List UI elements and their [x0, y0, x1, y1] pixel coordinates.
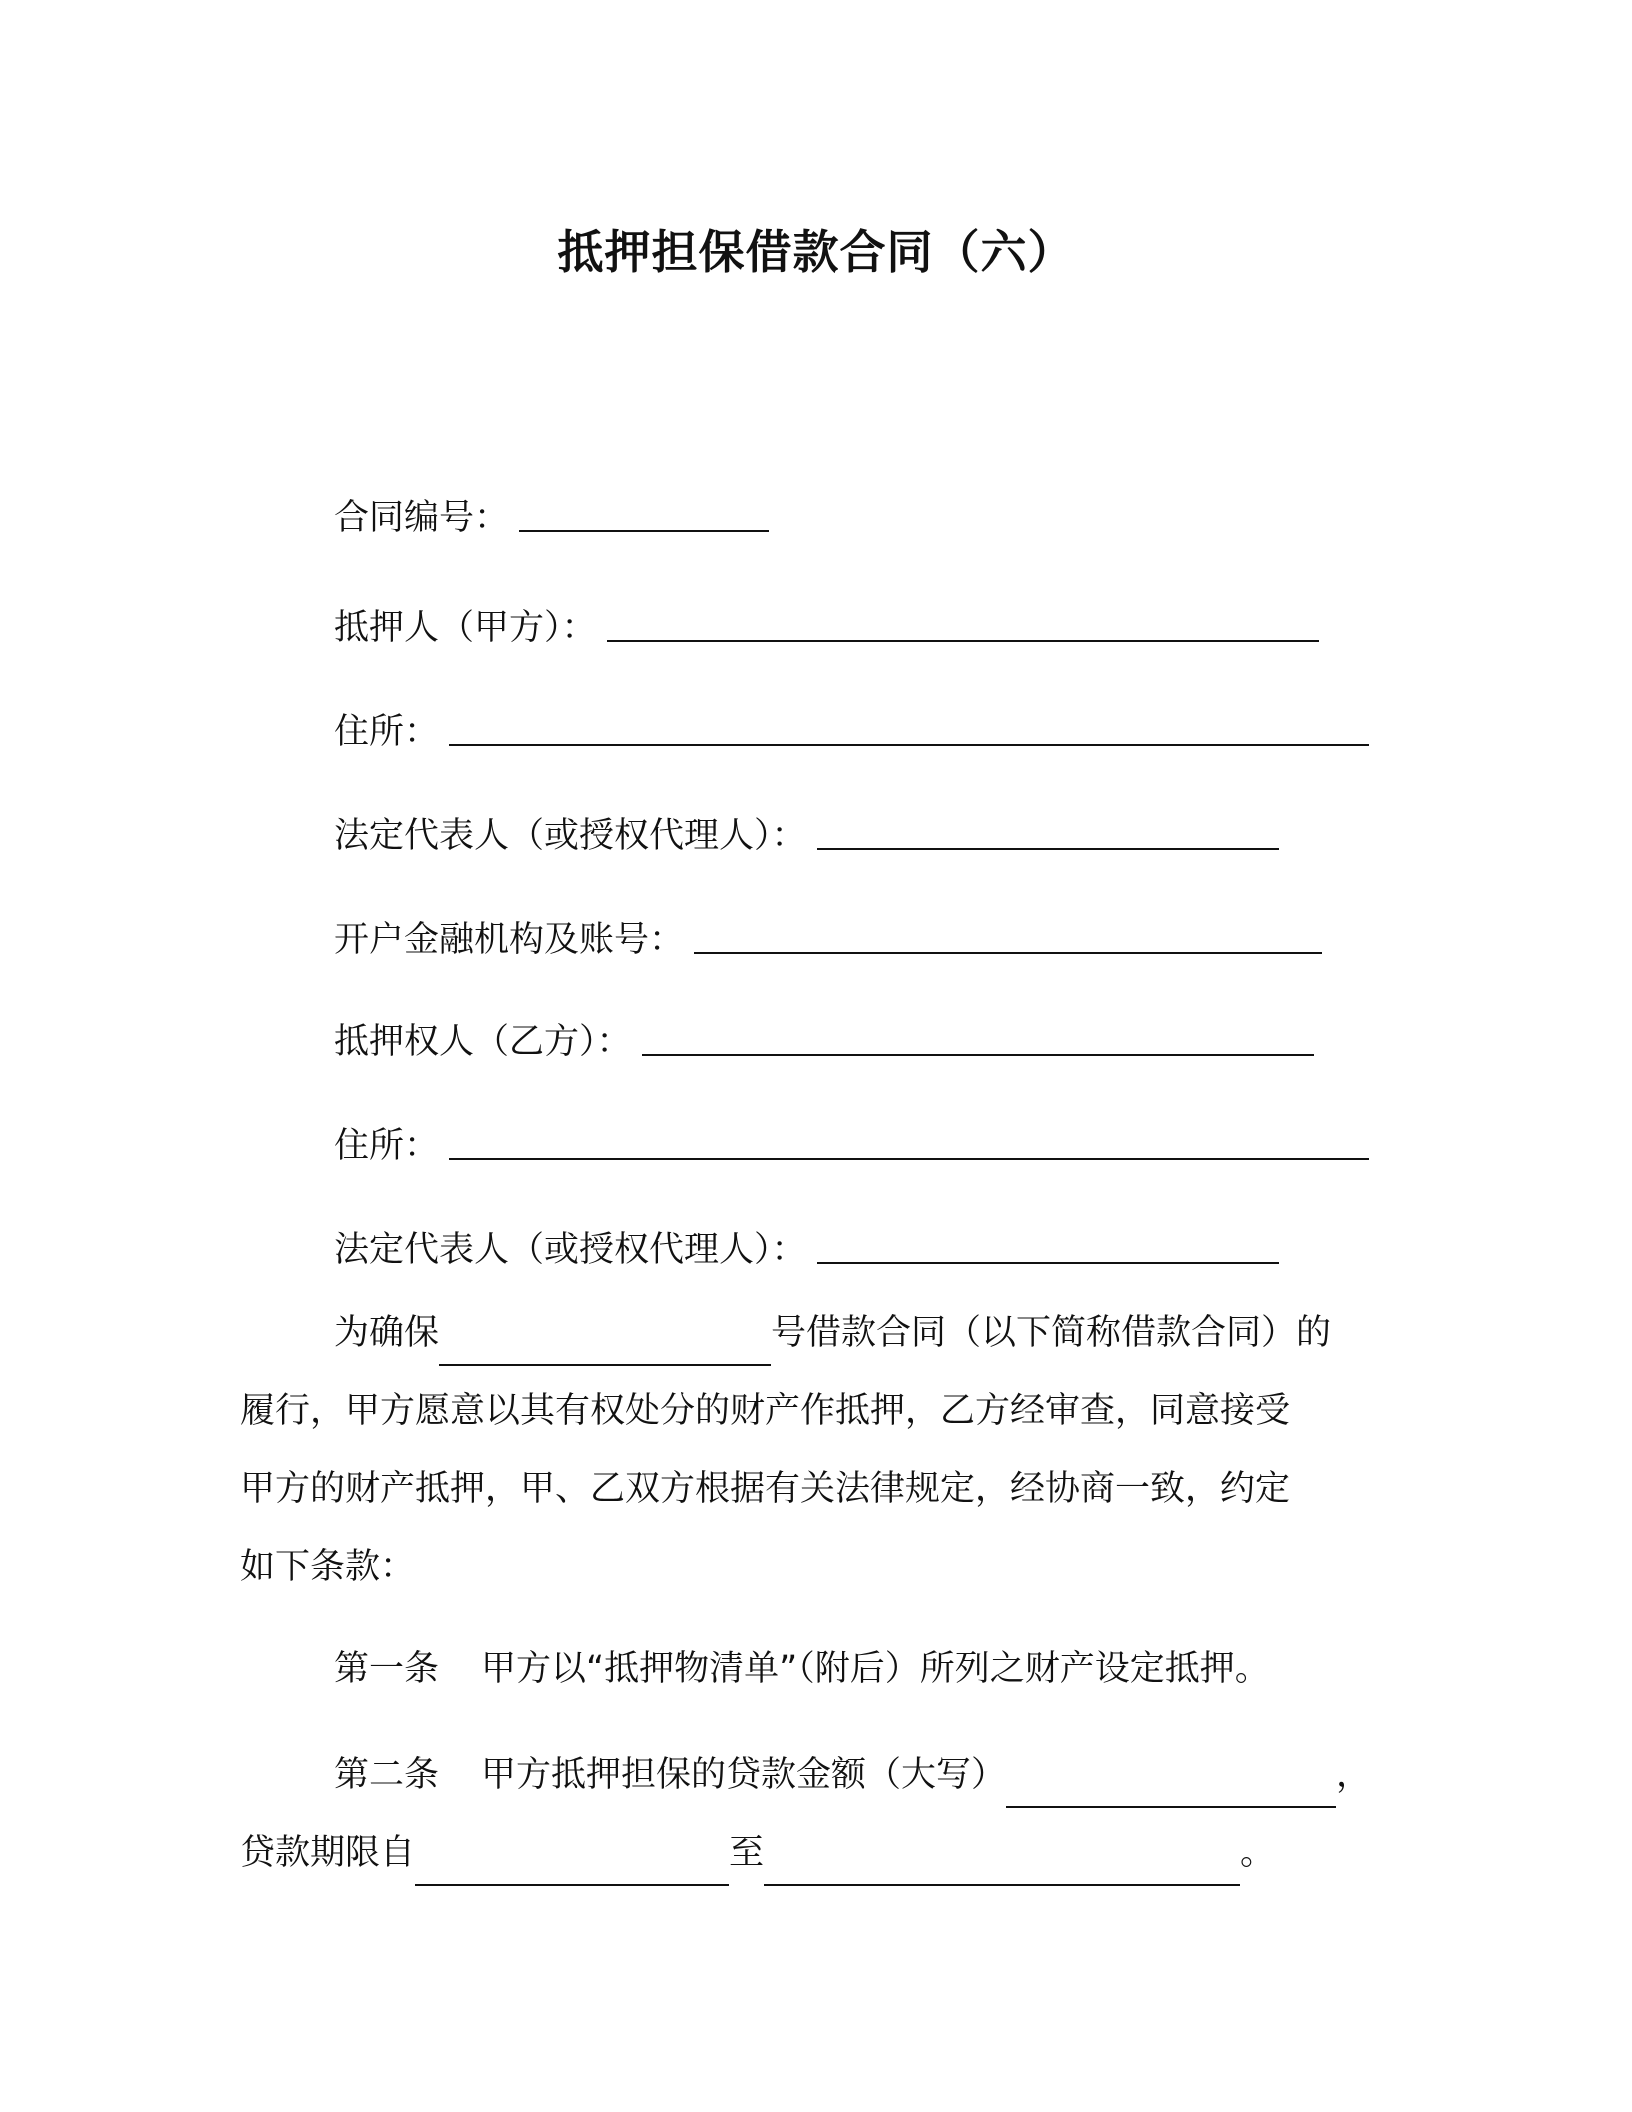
article-number: 第二条 [334, 1755, 440, 1795]
field-label: 法定代表人（或授权代理人）： [334, 816, 807, 856]
fill-in-blank[interactable] [449, 1128, 1369, 1160]
fill-in-blank[interactable] [607, 610, 1319, 642]
article-1 [240, 1646, 1380, 1724]
article-text: 贷款期限自 [240, 1833, 416, 1873]
field-label: 合同编号： [334, 498, 510, 538]
preamble-text: 履行，甲方愿意以其有权处分的财产作抵押，乙方经审查，同意接受 [240, 1391, 1291, 1431]
preamble-line [240, 1544, 1380, 1622]
article-line [240, 1830, 1380, 1908]
article-2 [240, 1752, 1380, 1908]
article-text: 。 [1240, 1833, 1276, 1873]
preamble-text: 甲方的财产抵押，甲、乙双方根据有关法律规定，经协商一致，约定 [240, 1469, 1291, 1509]
fill-in-blank[interactable] [439, 1334, 771, 1366]
preamble-paragraph [240, 1310, 1380, 1622]
article-text: 甲方抵押担保的贷款金额（大写） [481, 1755, 1007, 1795]
fill-in-blank[interactable] [642, 1024, 1314, 1056]
mortgagor-field [334, 600, 1319, 650]
article-line [240, 1646, 1380, 1724]
article-text: ， [1336, 1755, 1372, 1795]
mortgagor-address-field [334, 704, 1369, 754]
loan-amount-blank[interactable] [1006, 1776, 1336, 1808]
mortgagee-field [334, 1014, 1314, 1064]
field-label: 抵押权人（乙方）： [334, 1022, 632, 1062]
preamble-text: 为确保 [334, 1313, 440, 1353]
article-text: 甲方以“抵押物清单”（附后）所列之财产设定抵押。 [481, 1649, 1270, 1689]
preamble-text: 号借款合同（以下简称借款合同）的 [771, 1313, 1332, 1353]
loan-end-blank[interactable] [764, 1854, 1240, 1886]
article-text: 至 [729, 1833, 765, 1873]
field-label: 住所： [334, 1126, 440, 1166]
field-label: 法定代表人（或授权代理人）： [334, 1230, 807, 1270]
bank-account-field [334, 912, 1322, 962]
mortgagee-address-field [334, 1118, 1369, 1168]
document-title: 抵押担保借款合同（六） [557, 225, 1075, 279]
fill-in-blank[interactable] [817, 818, 1279, 850]
fill-in-blank[interactable] [817, 1232, 1279, 1264]
field-label: 抵押人（甲方）： [334, 608, 597, 648]
fill-in-blank[interactable] [694, 922, 1322, 954]
preamble-text: 如下条款： [240, 1547, 416, 1587]
contract-number-field [334, 490, 769, 540]
field-label: 住所： [334, 712, 440, 752]
mortgagor-representative-field [334, 808, 1279, 858]
loan-start-blank[interactable] [415, 1854, 729, 1886]
mortgagee-representative-field [334, 1222, 1279, 1272]
fill-in-blank[interactable] [449, 714, 1369, 746]
fill-in-blank[interactable] [519, 500, 769, 532]
field-label: 开户金融机构及账号： [334, 920, 685, 960]
article-number: 第一条 [334, 1649, 440, 1689]
